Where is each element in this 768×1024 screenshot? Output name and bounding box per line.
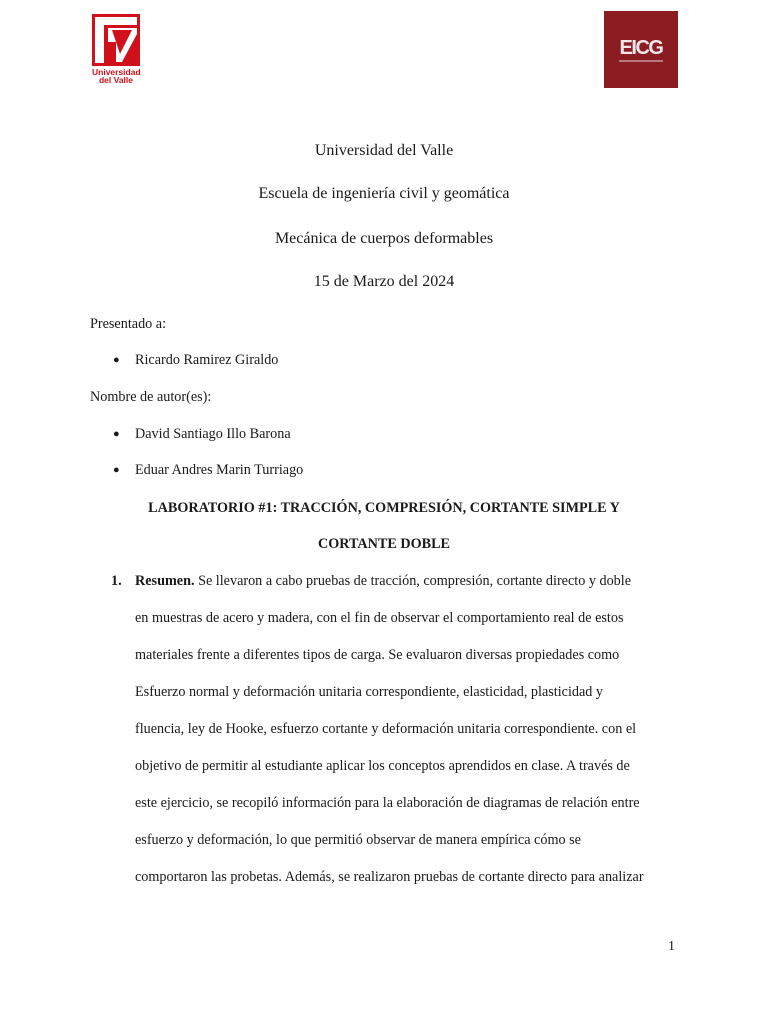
eicg-logo — [604, 11, 678, 88]
summary-line: en muestras de acero y madera, con el fin de observar el comportamiento real de estos — [135, 610, 624, 626]
eicg-logo-text: EICG — [619, 36, 663, 59]
authors-label: Nombre de autor(es): — [90, 389, 212, 405]
summary-line: materiales frente a diferentes tipos de carga. Se evaluaron diversas propiedades como — [135, 647, 620, 663]
bullet-icon: ● — [113, 428, 120, 440]
page-number: 1 — [668, 939, 675, 954]
universidad-del-valle-logo — [92, 14, 140, 86]
univalle-logo-text: Universidad del Valle — [92, 67, 141, 85]
lab-title-line1: LABORATORIO #1: TRACCIÓN, COMPRESIÓN, CORTANTE SIMPLE Y — [148, 500, 620, 516]
author-name: David Santiago Illo Barona — [135, 426, 291, 442]
summary-line: comportaron las probetas. Además, se realizaron pruebas de cortante directo para analizar — [135, 869, 644, 885]
author-name: Eduar Andres Marin Turriago — [135, 462, 304, 478]
summary-heading: Resumen. — [135, 573, 195, 589]
school-name: Escuela de ingeniería civil y geomática — [258, 185, 510, 202]
summary-line-text: Se llevaron a cabo pruebas de tracción, compresión, cortante directo y doble — [194, 573, 632, 589]
university-name: Universidad del Valle — [314, 142, 454, 159]
eicg-logo-underline — [619, 60, 663, 62]
bullet-icon: ● — [113, 354, 120, 366]
summary-line: este ejercicio, se recopiló información para la elaboración de diagramas de relación entre — [135, 795, 640, 811]
univalle-shield-icon — [92, 14, 140, 66]
course-name: Mecánica de cuerpos deformables — [274, 230, 494, 247]
section-number: 1. — [111, 573, 122, 589]
summary-line: Esfuerzo normal y deformación unitaria correspondiente, elasticidad, plasticidad y — [135, 684, 604, 700]
summary-line: fluencia, ley de Hooke, esfuerzo cortante y deformación unitaria correspondiente. con el — [135, 721, 637, 737]
summary-line — [135, 572, 631, 590]
lab-title-line2: CORTANTE DOBLE — [317, 536, 451, 552]
presented-to-label: Presentado a: — [90, 316, 167, 332]
presented-to-name: Ricardo Ramirez Giraldo — [135, 352, 279, 368]
summary-line: objetivo de permitir al estudiante aplicar los conceptos aprendidos en clase. A través de — [135, 758, 630, 774]
document-date: 15 de Marzo del 2024 — [313, 273, 455, 290]
bullet-icon: ● — [113, 464, 120, 476]
summary-line: esfuerzo y deformación, lo que permitió observar de manera empírica cómo se — [135, 832, 581, 848]
